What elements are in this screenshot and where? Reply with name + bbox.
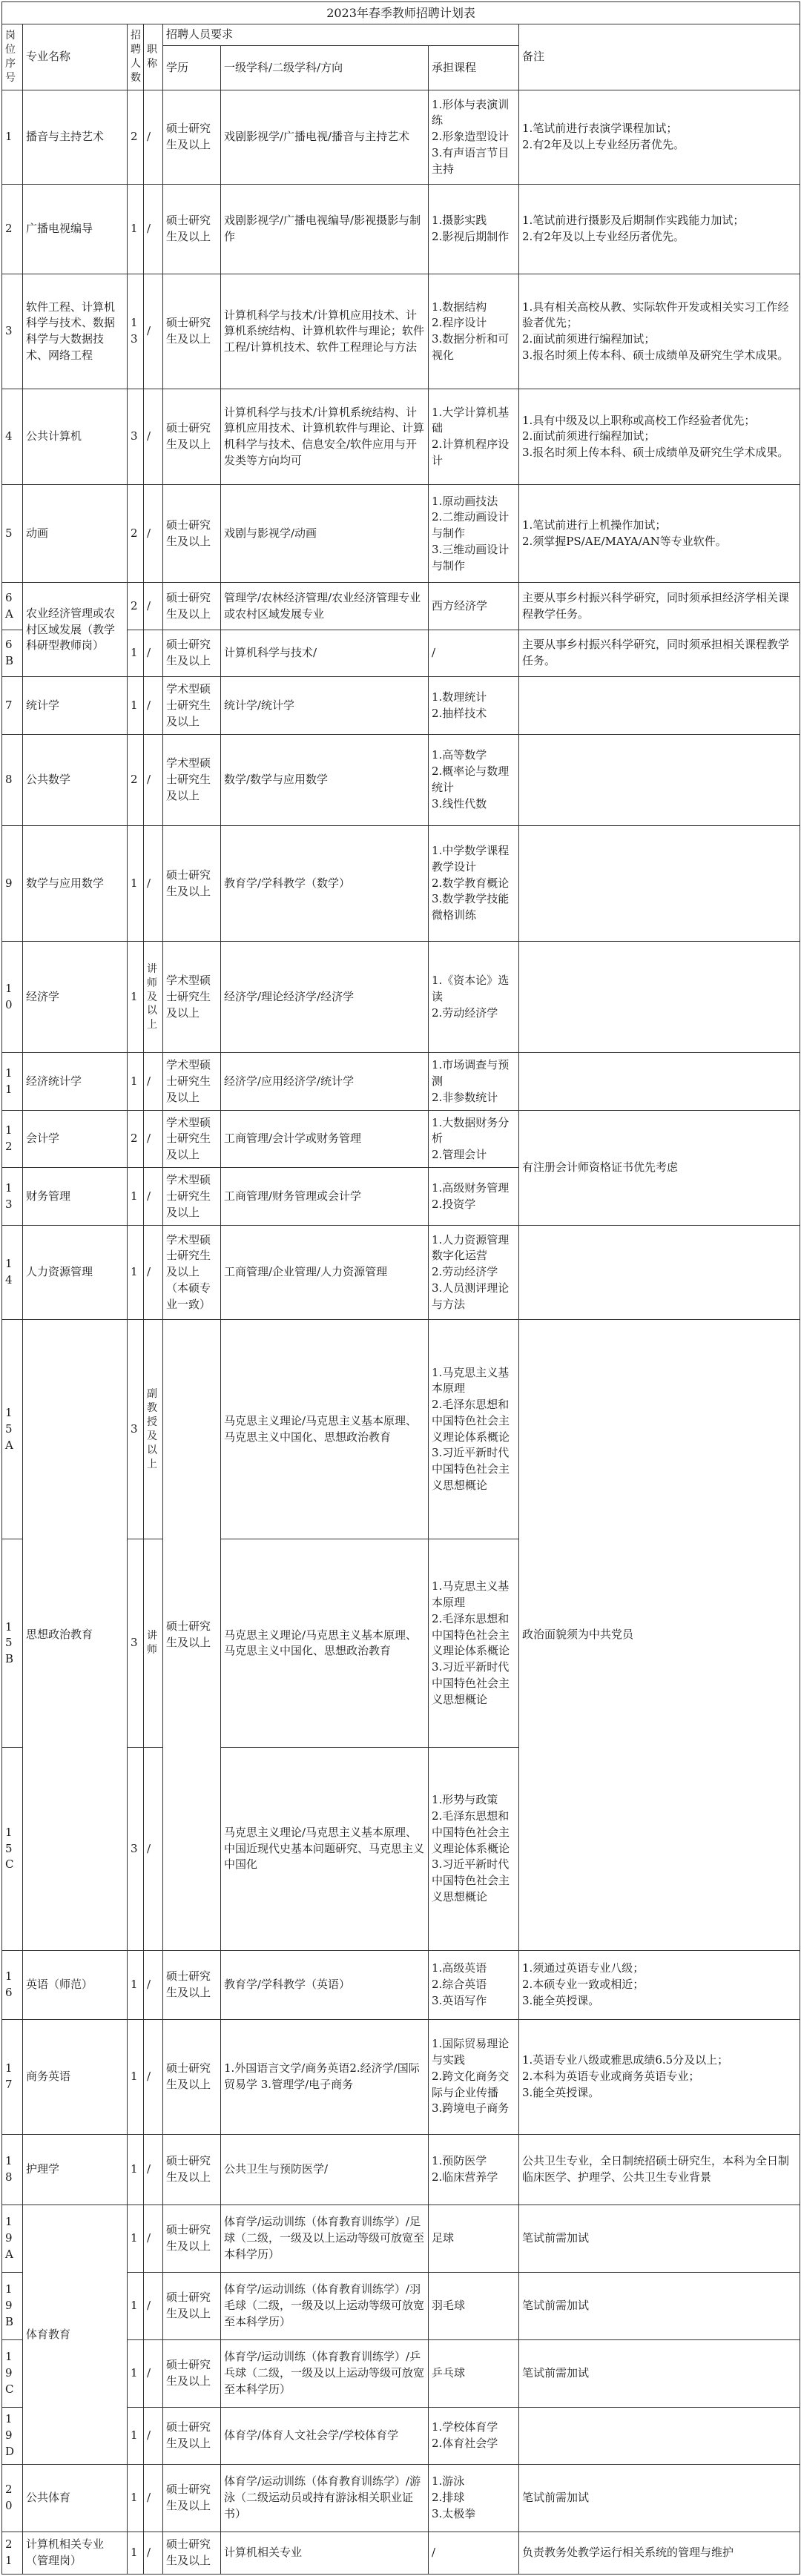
title-requirement: / xyxy=(144,583,163,630)
hire-count: 1 xyxy=(128,2465,144,2532)
degree-requirement: 学术型硕士研究生及以上 xyxy=(163,942,221,1053)
notes: 1.须通过英语专业八级； 2.本硕专业一致或相近； 3.能全英授课。 xyxy=(519,1950,800,2019)
notes: 笔试前需加试 xyxy=(519,2272,800,2339)
title-requirement: 讲师 xyxy=(144,1539,163,1748)
courses: 羽毛球 xyxy=(429,2272,519,2339)
header-post-no: 岗位序号 xyxy=(2,24,23,90)
major-name: 公共数学 xyxy=(23,735,128,826)
courses: 足球 xyxy=(429,2205,519,2272)
post-no: 2 xyxy=(2,184,23,274)
degree-requirement: 学术型硕士研究生及以上（本硕专业一致） xyxy=(163,1226,221,1320)
major-name: 体育教育 xyxy=(23,2205,128,2464)
post-no: 3 xyxy=(2,274,23,389)
courses: 乒乓球 xyxy=(429,2339,519,2407)
header-courses: 承担课程 xyxy=(429,45,519,90)
discipline: 经济学/应用经济学/统计学 xyxy=(221,1053,429,1111)
degree-requirement: 硕士研究生及以上 xyxy=(163,2407,221,2465)
post-no: 19A xyxy=(2,2205,23,2272)
hire-count: 1 xyxy=(128,184,144,274)
title-requirement: 副教授及以上 xyxy=(144,1319,163,1539)
post-no: 8 xyxy=(2,735,23,826)
notes xyxy=(519,2407,800,2465)
post-no: 9 xyxy=(2,825,23,942)
discipline: 统计学/统计学 xyxy=(221,677,429,735)
table-row xyxy=(2,184,800,274)
post-no: 11 xyxy=(2,1053,23,1111)
major-name: 会计学 xyxy=(23,1110,128,1168)
table-row xyxy=(2,942,800,1053)
courses: 西方经济学 xyxy=(429,583,519,630)
discipline: 体育学/体育人文社会学/学校体育学 xyxy=(221,2407,429,2465)
degree-requirement: 学术型硕士研究生及以上 xyxy=(163,1168,221,1226)
table-row xyxy=(2,90,800,184)
major-name: 农业经济管理或农村区域发展（教学科研型教师岗） xyxy=(23,583,128,677)
discipline: 计算机科学与技术/ xyxy=(221,630,429,677)
courses: 1.数据结构 2.程序设计 3.数据分析和可视化 xyxy=(429,274,519,389)
degree-requirement: 硕士研究生及以上 xyxy=(163,2205,221,2272)
title-row xyxy=(2,2,800,24)
post-no: 6B xyxy=(2,630,23,677)
post-no: 19D xyxy=(2,2407,23,2465)
degree-requirement: 硕士研究生及以上 xyxy=(163,2465,221,2532)
notes xyxy=(519,825,800,942)
courses: / xyxy=(429,630,519,677)
courses: / xyxy=(429,2532,519,2574)
table-row xyxy=(2,274,800,389)
courses: 1.国际贸易理论与实践 2.跨文化商务交际与企业传播 3.跨境电子商务 xyxy=(429,2020,519,2135)
degree-requirement: 硕士研究生及以上 xyxy=(163,1319,221,1950)
post-no: 5 xyxy=(2,485,23,583)
discipline: 教育学/学科教学（英语） xyxy=(221,1950,429,2019)
table-row xyxy=(2,2465,800,2532)
header-discipline: 一级学科/二级学科/方向 xyxy=(221,45,429,90)
courses: 1.《资本论》选读 2.劳动经济学 xyxy=(429,942,519,1053)
courses: 1.数理统计 2.抽样技术 xyxy=(429,677,519,735)
title-requirement: / xyxy=(144,2205,163,2272)
title-requirement: / xyxy=(144,2465,163,2532)
title-requirement: / xyxy=(144,485,163,583)
degree-requirement: 学术型硕士研究生及以上 xyxy=(163,677,221,735)
title-requirement: / xyxy=(144,2020,163,2135)
table-row xyxy=(2,1053,800,1111)
courses: 1.中学数学课程教学设计 2.数学教育概论 3.数学教学技能微格训练 xyxy=(429,825,519,942)
discipline: 数学/数学与应用数学 xyxy=(221,735,429,826)
major-name: 经济统计学 xyxy=(23,1053,128,1111)
degree-requirement: 硕士研究生及以上 xyxy=(163,389,221,485)
notes xyxy=(519,735,800,826)
hire-count: 2 xyxy=(128,583,144,630)
major-name: 商务英语 xyxy=(23,2020,128,2135)
discipline: 体育学/运动训练（体育教育训练学）/足球（二级，一级及以上运动等级可放宽至本科学历） xyxy=(221,2205,429,2272)
table-row xyxy=(2,1226,800,1320)
courses: 1.高级英语 2.综合英语 3.英语写作 xyxy=(429,1950,519,2019)
major-name: 护理学 xyxy=(23,2134,128,2205)
hire-count: 3 xyxy=(128,389,144,485)
post-no: 21 xyxy=(2,2532,23,2574)
notes: 有注册会计师资格证书优先考虑 xyxy=(519,1110,800,1225)
degree-requirement: 硕士研究生及以上 xyxy=(163,274,221,389)
title-requirement: / xyxy=(144,2272,163,2339)
hire-count: 3 xyxy=(128,1748,144,1951)
post-no: 17 xyxy=(2,2020,23,2135)
post-no: 20 xyxy=(2,2465,23,2532)
title-requirement: / xyxy=(144,735,163,826)
post-no: 7 xyxy=(2,677,23,735)
post-no: 16 xyxy=(2,1950,23,2019)
courses: 1.形势与政策 2.毛泽东思想和中国特色社会主义理论体系概论 3.习近平新时代中国特色社会主义思想概论 xyxy=(429,1748,519,1951)
notes xyxy=(519,942,800,1053)
hire-count: 1 xyxy=(128,2020,144,2135)
major-name: 统计学 xyxy=(23,677,128,735)
courses: 1.游泳 2.排球 3.太极拳 xyxy=(429,2465,519,2532)
title-requirement: / xyxy=(144,2134,163,2205)
title-requirement: / xyxy=(144,274,163,389)
notes xyxy=(519,677,800,735)
courses: 1.马克思主义基本原理 2.毛泽东思想和中国特色社会主义理论体系概论 3.习近平新时代中国特色社会主义思想概论 xyxy=(429,1539,519,1748)
header-requirements: 招聘人员要求 xyxy=(163,24,519,45)
post-no: 19C xyxy=(2,2339,23,2407)
post-no: 14 xyxy=(2,1226,23,1320)
notes: 1.具有中级及以上职称或高校工作经验者优先； 2.面试前须进行编程加试； 3.报名时须上传本科、硕士成绩单及研究生学术成果。 xyxy=(519,389,800,485)
degree-requirement: 硕士研究生及以上 xyxy=(163,1950,221,2019)
discipline: 马克思主义理论/马克思主义基本原理、马克思主义中国化、思想政治教育 xyxy=(221,1539,429,1748)
header-count: 招聘人数 xyxy=(128,24,144,90)
title-requirement: / xyxy=(144,1053,163,1111)
notes: 公共卫生专业，全日制统招硕士研究生，本科为全日制临床医学、护理学、公共卫生专业背景 xyxy=(519,2134,800,2205)
major-name: 动画 xyxy=(23,485,128,583)
courses: 1.形体与表演训练 2.形象造型设计 3.有声语言节目主持 xyxy=(429,90,519,184)
table-row xyxy=(2,2205,800,2272)
degree-requirement: 硕士研究生及以上 xyxy=(163,184,221,274)
notes: 1.英语专业八级或雅思成绩6.5分及以上； 2.本科为英语专业或商务英语专业； 3.能全英授课。 xyxy=(519,2020,800,2135)
table-row xyxy=(2,389,800,485)
major-name: 英语（师范） xyxy=(23,1950,128,2019)
table-row xyxy=(2,485,800,583)
degree-requirement: 学术型硕士研究生及以上 xyxy=(163,1110,221,1168)
title-requirement: / xyxy=(144,2532,163,2574)
hire-count: 1 xyxy=(128,2339,144,2407)
title-requirement: / xyxy=(144,90,163,184)
courses: 1.预防医学 2.临床营养学 xyxy=(429,2134,519,2205)
table-row xyxy=(2,2020,800,2135)
hire-count: 1 xyxy=(128,2134,144,2205)
major-name: 公共计算机 xyxy=(23,389,128,485)
hire-count: 2 xyxy=(128,90,144,184)
notes: 1.笔试前进行表演学课程加试； 2.有2年及以上专业经历者优先。 xyxy=(519,90,800,184)
title-requirement: / xyxy=(144,2339,163,2407)
notes xyxy=(519,1053,800,1111)
major-name: 广播电视编导 xyxy=(23,184,128,274)
title-requirement: / xyxy=(144,1748,163,1951)
header-major: 专业名称 xyxy=(23,24,128,90)
discipline: 工商管理/财务管理或会计学 xyxy=(221,1168,429,1226)
notes: 政治面貌须为中共党员 xyxy=(519,1319,800,1950)
hire-count: 1 xyxy=(128,942,144,1053)
table-row xyxy=(2,1950,800,2019)
hire-count: 1 xyxy=(128,1950,144,2019)
title-requirement: / xyxy=(144,1168,163,1226)
title-requirement: / xyxy=(144,677,163,735)
degree-requirement: 硕士研究生及以上 xyxy=(163,583,221,630)
table-row xyxy=(2,2134,800,2205)
notes: 1.笔试前进行摄影及后期制作实践能力加试； 2.有2年及以上专业经历者优先。 xyxy=(519,184,800,274)
post-no: 4 xyxy=(2,389,23,485)
degree-requirement: 硕士研究生及以上 xyxy=(163,2020,221,2135)
discipline: 体育学/运动训练（体育教育训练学）/羽毛球（二级，一级及以上运动等级可放宽至本科学历） xyxy=(221,2272,429,2339)
courses: 1.大数据财务分析 2.管理会计 xyxy=(429,1110,519,1168)
hire-count: 1 xyxy=(128,1053,144,1111)
hire-count: 1 xyxy=(128,2407,144,2465)
degree-requirement: 学术型硕士研究生及以上 xyxy=(163,735,221,826)
hire-count: 1 xyxy=(128,825,144,942)
discipline: 计算机相关专业 xyxy=(221,2532,429,2574)
title-requirement: / xyxy=(144,2407,163,2465)
post-no: 12 xyxy=(2,1110,23,1168)
hire-count: 1 xyxy=(128,1226,144,1320)
discipline: 1.外国语言文学/商务英语2.经济学/国际贸易学 3.管理学/电子商务 xyxy=(221,2020,429,2135)
discipline: 戏剧影视学/广播电视编导/影视摄影与制作 xyxy=(221,184,429,274)
header-title-req: 职称 xyxy=(144,24,163,90)
table-row xyxy=(2,735,800,826)
major-name: 播音与主持艺术 xyxy=(23,90,128,184)
notes: 笔试前需加试 xyxy=(519,2339,800,2407)
major-name: 计算机相关专业（管理岗） xyxy=(23,2532,128,2574)
degree-requirement: 硕士研究生及以上 xyxy=(163,485,221,583)
table-row xyxy=(2,677,800,735)
post-no: 6A xyxy=(2,583,23,630)
courses: 1.高级财务管理 2.投资学 xyxy=(429,1168,519,1226)
major-name: 财务管理 xyxy=(23,1168,128,1226)
major-name: 思想政治教育 xyxy=(23,1319,128,1950)
notes: 主要从事乡村振兴科学研究，同时须承担经济学相关课程教学任务。 xyxy=(519,583,800,630)
title-requirement: / xyxy=(144,1226,163,1320)
courses: 1.摄影实践 2.影视后期制作 xyxy=(429,184,519,274)
post-no: 15C xyxy=(2,1748,23,1951)
discipline: 马克思主义理论/马克思主义基本原理、马克思主义中国化、思想政治教育 xyxy=(221,1319,429,1539)
post-no: 13 xyxy=(2,1168,23,1226)
discipline: 体育学/运动训练（体育教育训练学）/游泳（二级运动员或持有游泳相关职业证书） xyxy=(221,2465,429,2532)
courses: 1.原动画技法 2.二维动画设计与制作 3.三维动画设计与制作 xyxy=(429,485,519,583)
degree-requirement: 硕士研究生及以上 xyxy=(163,825,221,942)
hire-count: 3 xyxy=(128,1319,144,1539)
discipline: 管理学/农林经济管理/农业经济管理专业或农村区域发展专业 xyxy=(221,583,429,630)
notes: 笔试前需加试 xyxy=(519,2205,800,2272)
header-degree: 学历 xyxy=(163,45,221,90)
hire-count: 1 xyxy=(128,630,144,677)
discipline: 体育学/运动训练（体育教育训练学）/乒乓球（二级，一级及以上运动等级可放宽至本科学历） xyxy=(221,2339,429,2407)
post-no: 15B xyxy=(2,1539,23,1748)
major-name: 数学与应用数学 xyxy=(23,825,128,942)
degree-requirement: 硕士研究生及以上 xyxy=(163,630,221,677)
title-requirement: / xyxy=(144,389,163,485)
hire-count: 2 xyxy=(128,485,144,583)
hire-count: 1 xyxy=(128,677,144,735)
courses: 1.市场调查与预测 2.非参数统计 xyxy=(429,1053,519,1111)
title-requirement: / xyxy=(144,1110,163,1168)
discipline: 计算机科学与技术/计算机应用技术、计算机系统结构、计算机软件与理论；软件工程/计算机技术、软件工程理论与方法 xyxy=(221,274,429,389)
degree-requirement: 硕士研究生及以上 xyxy=(163,2339,221,2407)
title-requirement: 讲师及以上 xyxy=(144,942,163,1053)
notes xyxy=(519,1226,800,1320)
discipline: 公共卫生与预防医学/ xyxy=(221,2134,429,2205)
discipline: 戏剧与影视学/动画 xyxy=(221,485,429,583)
title-requirement: / xyxy=(144,184,163,274)
degree-requirement: 硕士研究生及以上 xyxy=(163,2272,221,2339)
discipline: 计算机科学与技术/计算机系统结构、计算机应用技术、计算机软件与理论、计算机科学与技术、信息安全/软件应用与开发类等方向均可 xyxy=(221,389,429,485)
header-row-1 xyxy=(2,24,800,45)
notes: 1.笔试前进行上机操作加试； 2.须掌握PS/AE/MAYA/AN等专业软件。 xyxy=(519,485,800,583)
hire-count: 1 xyxy=(128,1168,144,1226)
major-name: 经济学 xyxy=(23,942,128,1053)
hire-count: 13 xyxy=(128,274,144,389)
notes: 1.具有相关高校从教、实际软件开发或相关实习工作经验者优先； 2.面试前须进行编程加试； 3.报名时须上传本科、硕士成绩单及研究生学术成果。 xyxy=(519,274,800,389)
courses: 1.人力资源管理数字化运营 2.劳动经济学 3.人员测评理论与方法 xyxy=(429,1226,519,1320)
discipline: 工商管理/企业管理/人力资源管理 xyxy=(221,1226,429,1320)
post-no: 15A xyxy=(2,1319,23,1539)
hire-count: 1 xyxy=(128,2272,144,2339)
title-requirement: / xyxy=(144,630,163,677)
hire-count: 3 xyxy=(128,1539,144,1748)
title-requirement: / xyxy=(144,825,163,942)
table-title: 2023年春季教师招聘计划表 xyxy=(2,2,800,24)
table-row xyxy=(2,1110,800,1168)
notes: 主要从事乡村振兴科学研究，同时须承担相关课程教学任务。 xyxy=(519,630,800,677)
post-no: 19B xyxy=(2,2272,23,2339)
major-name: 人力资源管理 xyxy=(23,1226,128,1320)
degree-requirement: 硕士研究生及以上 xyxy=(163,2532,221,2574)
discipline: 戏剧影视学/广播电视/播音与主持艺术 xyxy=(221,90,429,184)
hire-count: 2 xyxy=(128,1110,144,1168)
table-row xyxy=(2,1319,800,1539)
degree-requirement: 硕士研究生及以上 xyxy=(163,90,221,184)
table-row xyxy=(2,825,800,942)
courses: 1.马克思主义基本原理 2.毛泽东思想和中国特色社会主义理论体系概论 3.习近平新时代中国特色社会主义思想概论 xyxy=(429,1319,519,1539)
degree-requirement: 学术型硕士研究生及以上 xyxy=(163,1053,221,1111)
major-name: 公共体育 xyxy=(23,2465,128,2532)
hire-count: 2 xyxy=(128,735,144,826)
discipline: 马克思主义理论/马克思主义基本原理、中国近现代史基本问题研究、马克思主义中国化 xyxy=(221,1748,429,1951)
notes: 笔试前需加试 xyxy=(519,2465,800,2532)
post-no: 10 xyxy=(2,942,23,1053)
major-name: 软件工程、计算机科学与技术、数据科学与大数据技术、网络工程 xyxy=(23,274,128,389)
table-row xyxy=(2,2532,800,2574)
discipline: 经济学/理论经济学/经济学 xyxy=(221,942,429,1053)
title-requirement: / xyxy=(144,1950,163,2019)
courses: 1.大学计算机基础 2.计算机程序设计 xyxy=(429,389,519,485)
courses: 1.高等数学 2.概率论与数理统计 3.线性代数 xyxy=(429,735,519,826)
notes: 负责教务处教学运行相关系统的管理与维护 xyxy=(519,2532,800,2574)
degree-requirement: 硕士研究生及以上 xyxy=(163,2134,221,2205)
discipline: 教育学/学科教学（数学） xyxy=(221,825,429,942)
post-no: 18 xyxy=(2,2134,23,2205)
courses: 1.学校体育学 2.体育社会学 xyxy=(429,2407,519,2465)
table-row xyxy=(2,583,800,630)
hire-count: 1 xyxy=(128,2532,144,2574)
header-notes: 备注 xyxy=(519,24,800,90)
hire-count: 1 xyxy=(128,2205,144,2272)
recruitment-plan-table xyxy=(1,1,800,2575)
post-no: 1 xyxy=(2,90,23,184)
discipline: 工商管理/会计学或财务管理 xyxy=(221,1110,429,1168)
